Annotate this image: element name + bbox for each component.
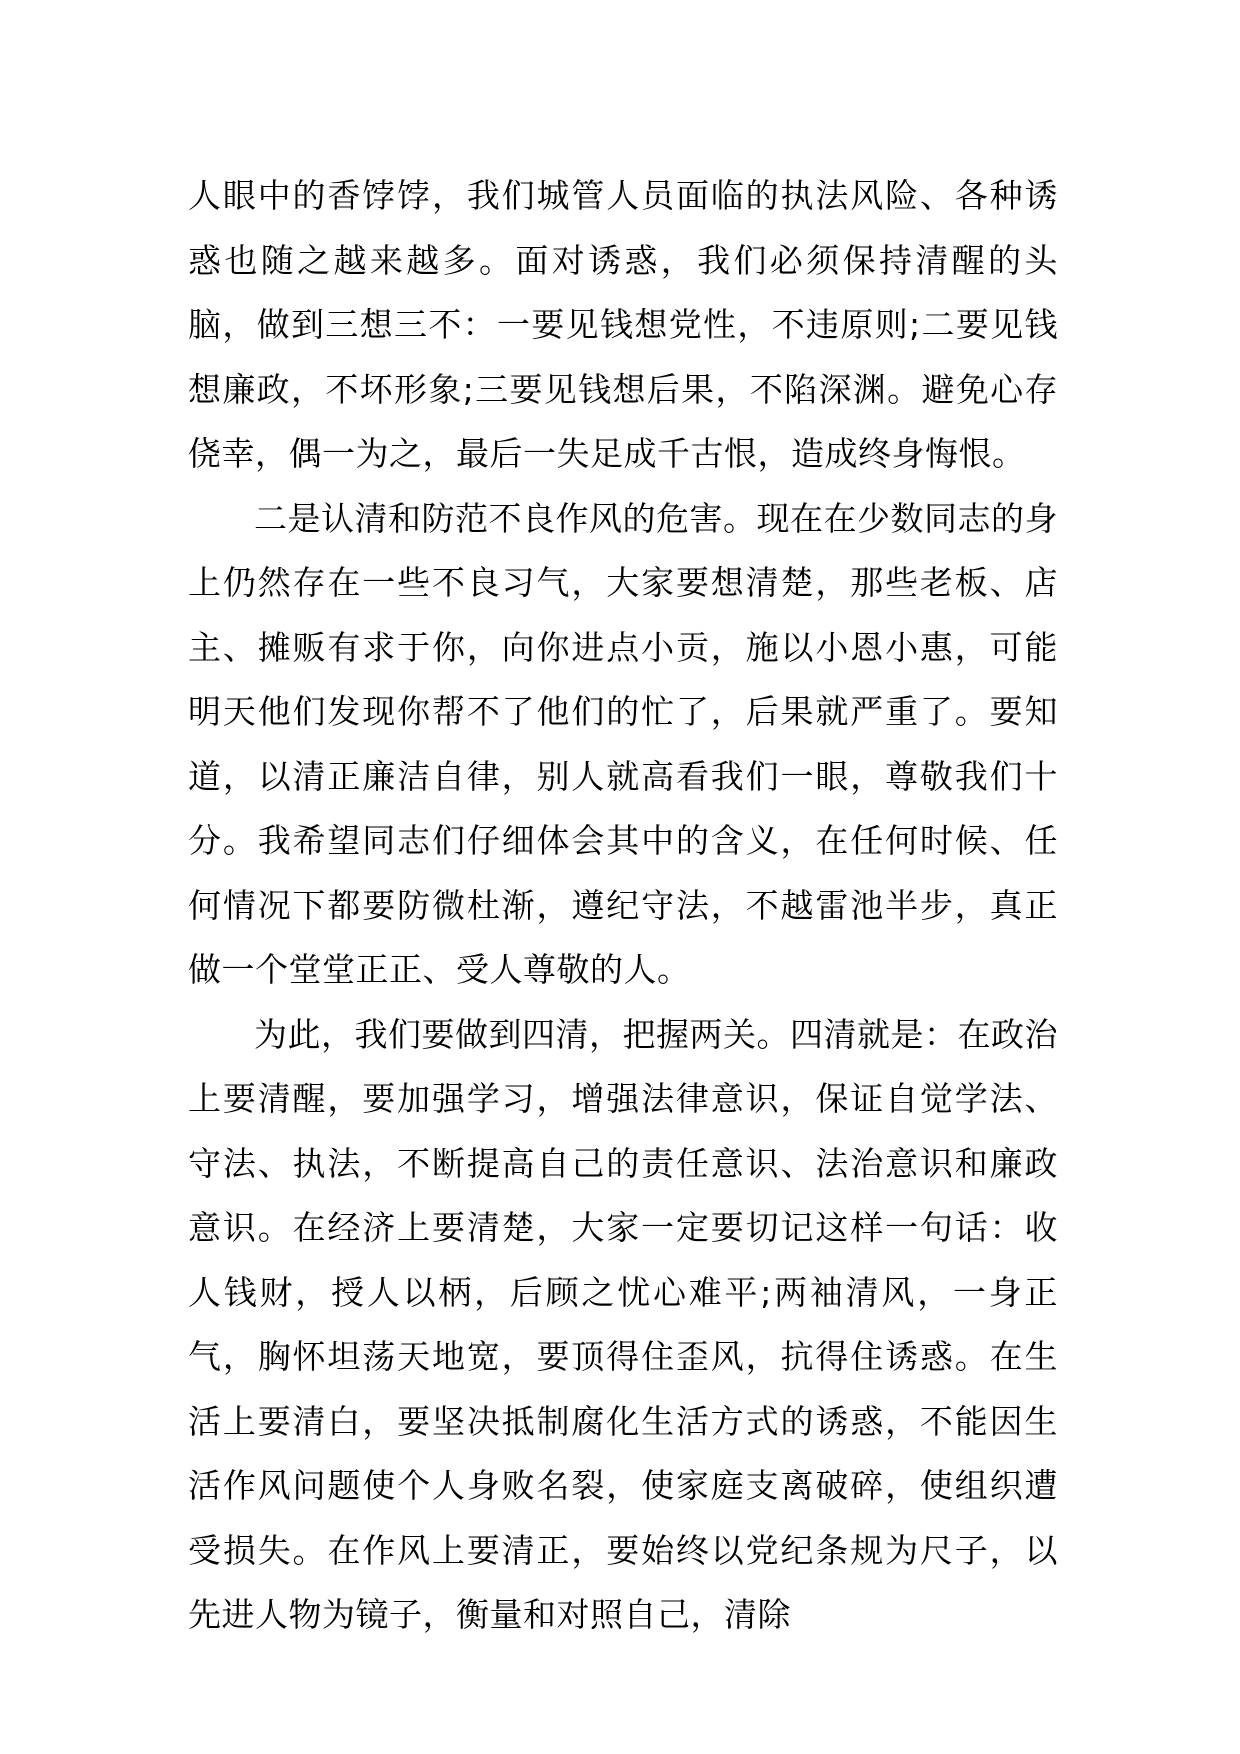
paragraph-four-clears: 为此，我们要做到四清，把握两关。四清就是：在政治上要清醒，要加强学习，增强法律意识，保证自觉学法、守法、执法，不断提高自己的责任意识、法治意识和廉政意识。在经济上要清楚，大家一定要切记这样一句话：收人钱财，授人以柄，后顾之忧心难平;两袖清风，一身正气，胸怀坦荡天地宽，要顶得住歪风，抗得住诱惑。在生活上要清白，要坚决抵制腐化生活方式的诱惑，不能因生活作风问题使个人身败名裂，使家庭支离破碎，使组织遭受损失。在作风上要清正，要始终以党纪条规为尺子，以先进人物为镜子，衡量和对照自己，清除 [188, 1014, 1058, 1634]
body-text [188, 164, 1058, 1648]
paragraph-second-point: 二是认清和防范不良作风的危害。现在在少数同志的身上仍然存在一些不良习气，大家要想清楚，那些老板、店主、摊贩有求于你，向你进点小贡，施以小恩小惠，可能明天他们发现你帮不了他们的忙了，后果就严重了。要知道，以清正廉洁自律，别人就高看我们一眼，尊敬我们十分。我希望同志们仔细体会其中的含义，在任何时候、任何情况下都要防微杜渐，遵纪守法，不越雷池半步，真正做一个堂堂正正、受人尊敬的人。 [188, 498, 1058, 989]
paragraph-continued: 人眼中的香饽饽，我们城管人员面临的执法风险、各种诱惑也随之越来越多。面对诱惑，我们必须保持清醒的头脑，做到三想三不：一要见钱想党性，不违原则;二要见钱想廉政，不坏形象;三要见钱想后果，不陷深渊。避免心存侥幸，偶一为之，最后一失足成千古恨，造成终身悔恨。 [188, 176, 1058, 473]
